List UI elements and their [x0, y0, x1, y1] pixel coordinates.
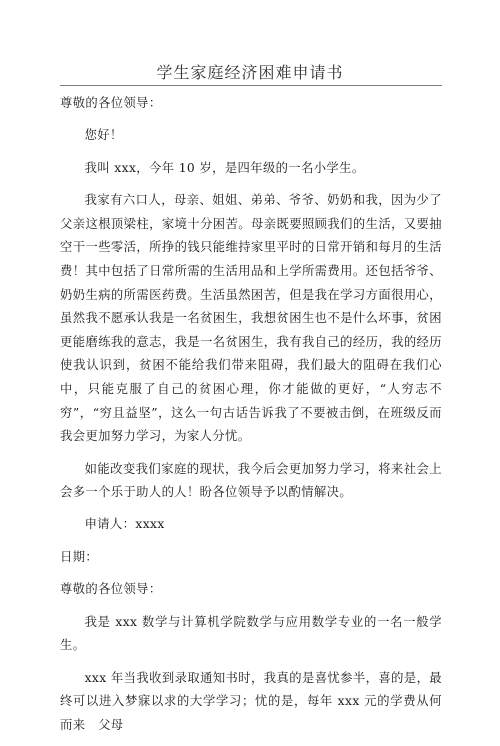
paragraph: 我叫 xxx，今年 10 岁，是四年级的一名小学生。 [84, 160, 365, 175]
paragraph: xxx 年当我收到录取通知书时，我真的是喜忧参半，喜的是，最终可以进入梦寐以求的大学学习；忧的是，每年 xxx 元的学费从何而来 父母 [60, 670, 442, 732]
document-body [60, 92, 442, 746]
paragraph: 申请人：xxxx [84, 517, 165, 532]
paragraph: 尊敬的各位领导： [60, 582, 162, 597]
title-underline [60, 85, 442, 86]
paragraph: 日期： [60, 549, 99, 564]
paragraph: 尊敬的各位领导： [60, 96, 162, 110]
paragraph: 如能改变我们家庭的现状，我今后会更加努力学习，将来社会上会多一个乐于助人的人！盼各位领导予以酌情解决。 [60, 461, 442, 500]
paragraph: 您好！ [84, 128, 123, 143]
paragraph: 我是 xxx 数学与计算机学院数学与应用数学专业的一名一般学生。 [60, 614, 442, 653]
paragraph: 我家有六口人，母亲、姐姐、弟弟、爷爷、奶奶和我，因为少了父亲这根顶梁柱，家境十分困苦。母亲既要照顾我们的生活，又要抽空干一些零活，所挣的钱只能维持家里平时的日常开销和每月的生活费！其中包括了日常所需的生活用品和上学所需费用。还包括爷爷、奶奶生病的所需医药费。生活虽然困苦，但是我在学习方面很用心，虽然我不愿承认我是一名贫困生，我想贫困生也不是什么坏事，贫困更能磨练我的意志，我是一名贫困生，我有我自己的经历，我的经历使我认识到，贫困不能给我们带来阻碍，我们最大的阻碍在我们心中，只能克服了自己的贫困心理，你才能做的更好，“人穷志不穷”，“穷且益坚”，这么一句古话告诉我了不要被击倒，在班级反而我会更加努力学习，为家人分忧。 [60, 193, 442, 444]
document-title: 学生家庭经济困难申请书 [156, 63, 344, 82]
